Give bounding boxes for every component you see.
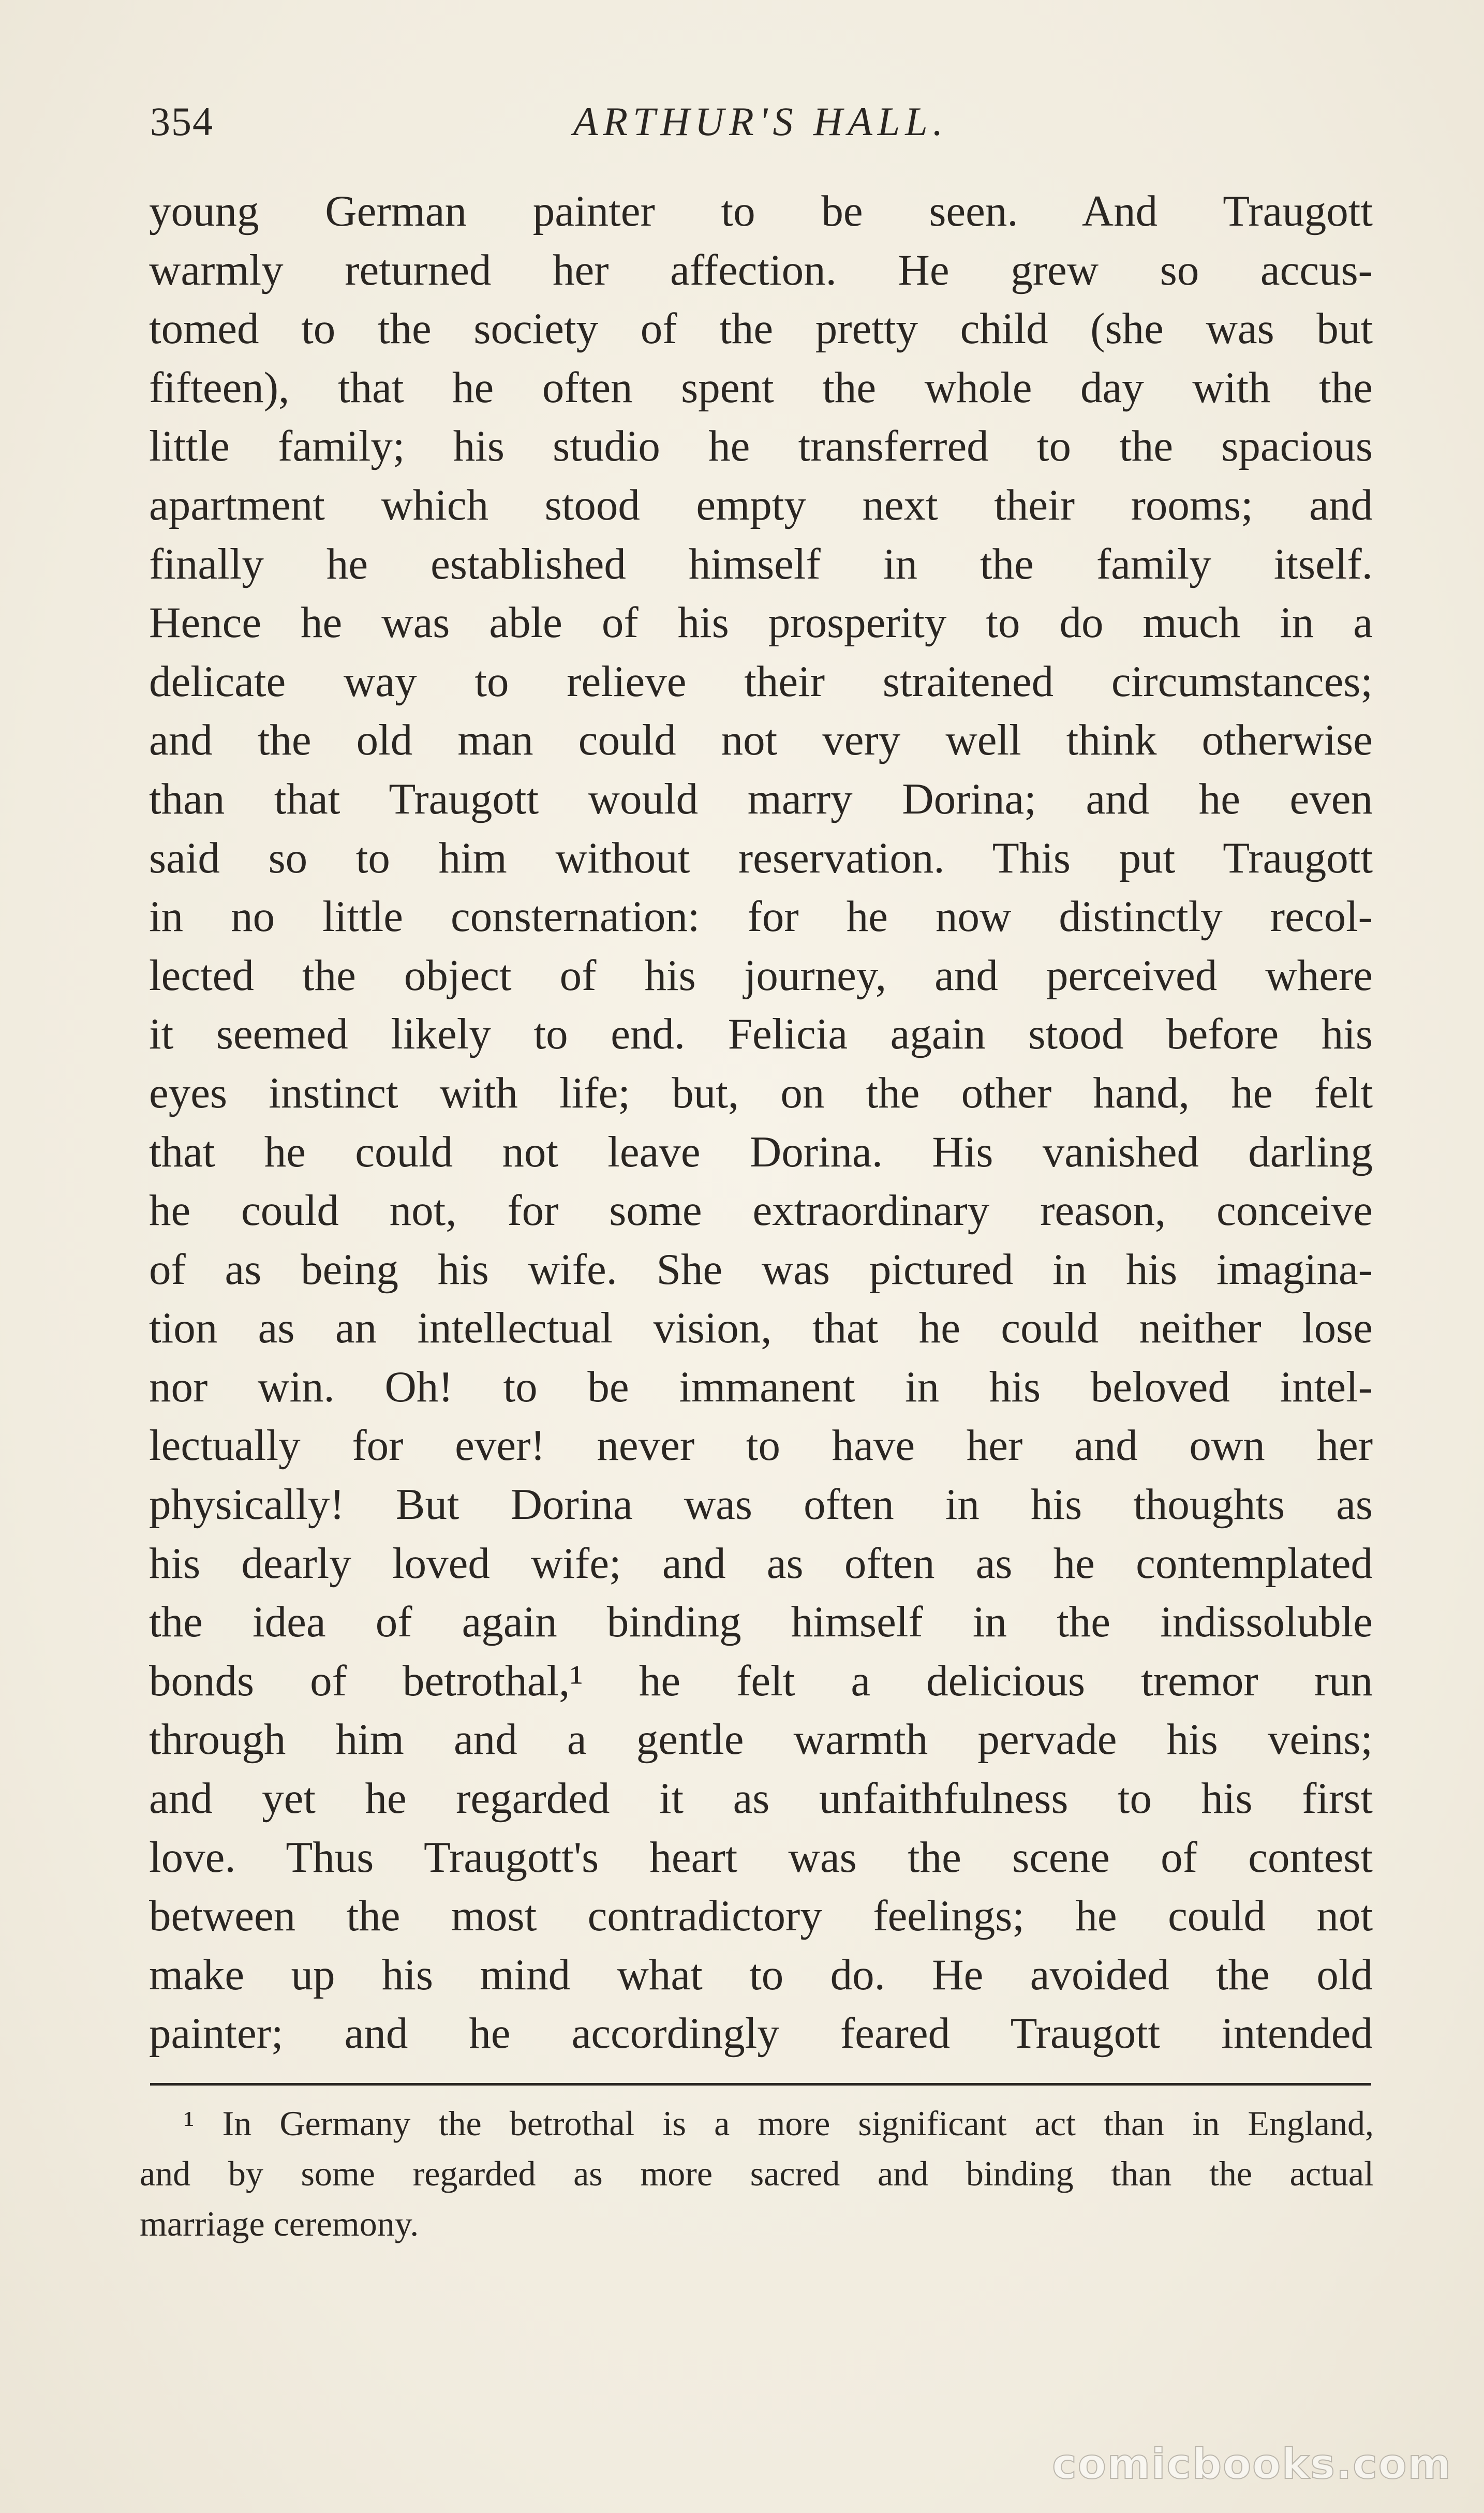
body-line: tomed to the society of the pretty child (she was but (149, 304, 1373, 353)
running-title: ARTHUR'S HALL. (573, 99, 948, 144)
footnote (140, 2098, 1374, 2249)
body-line: delicate way to relieve their straitened circumstances; (149, 657, 1373, 706)
watermark: comicbooks.com (1052, 2440, 1452, 2488)
body-line: lected the object of his journey, and perceived where (149, 951, 1373, 1000)
footnote-rule (150, 2083, 1371, 2086)
footnote-line: marriage ceremony. (140, 2204, 419, 2243)
body-line: his dearly loved wife; and as often as he contemplated (149, 1539, 1373, 1588)
body-line: young German painter to be seen. And Traugott (149, 187, 1373, 235)
body-line: Hence he was able of his prosperity to do much in a (149, 598, 1373, 647)
body-line: warmly returned her affection. He grew so accus- (149, 245, 1373, 294)
body-line: fifteen), that he often spent the whole day with the (149, 363, 1373, 412)
body-line: and the old man could not very well think otherwise (149, 716, 1373, 765)
body-line: bonds of betrothal,¹ he felt a delicious tremor run (149, 1656, 1373, 1705)
body-line: apartment which stood empty next their rooms; and (149, 480, 1373, 529)
body-line: make up his mind what to do. He avoided the old (149, 1950, 1373, 1999)
body-line: that he could not leave Dorina. His vanished darling (149, 1127, 1373, 1176)
body-line: physically! But Dorina was often in his thoughts as (149, 1480, 1373, 1529)
body-line: of as being his wife. She was pictured in his imagina- (149, 1245, 1373, 1294)
body-line: the idea of again binding himself in the indissoluble (149, 1598, 1373, 1647)
page-number: 354 (150, 99, 214, 144)
body-line: said so to him without reservation. This put Traugott (149, 833, 1373, 882)
body-line: little family; his studio he transferred to the spacious (149, 422, 1373, 471)
body-line: he could not, for some extraordinary reason, conceive (149, 1186, 1373, 1235)
footnote-line: ¹ In Germany the betrothal is a more significant act than in England, (184, 2104, 1374, 2143)
body-line: between the most contradictory feelings; he could not (149, 1891, 1373, 1941)
body-line: eyes instinct with life; but, on the other hand, he felt (149, 1068, 1373, 1117)
body-line: and yet he regarded it as unfaithfulness to his first (149, 1774, 1373, 1823)
body-line: than that Traugott would marry Dorina; and he even (149, 774, 1373, 823)
body-line: nor win. Oh! to be immanent in his beloved intel- (149, 1362, 1373, 1411)
footnote-line: and by some regarded as more sacred and binding than the actual (140, 2154, 1374, 2193)
body-text (149, 182, 1373, 2063)
body-line: tion as an intellectual vision, that he could neither lose (149, 1304, 1373, 1353)
body-line: it seemed likely to end. Felicia again stood before his (149, 1010, 1373, 1059)
body-line: finally he established himself in the family itself. (149, 539, 1373, 588)
body-line: through him and a gentle warmth pervade his veins; (149, 1715, 1373, 1764)
body-line: in no little consternation: for he now distinctly recol- (149, 892, 1373, 941)
running-head (150, 88, 1371, 155)
body-line: painter; and he accordingly feared Traugott intended (149, 2009, 1373, 2058)
body-line: love. Thus Traugott's heart was the scene of contest (149, 1832, 1373, 1882)
body-line: lectually for ever! never to have her and own her (149, 1421, 1373, 1470)
